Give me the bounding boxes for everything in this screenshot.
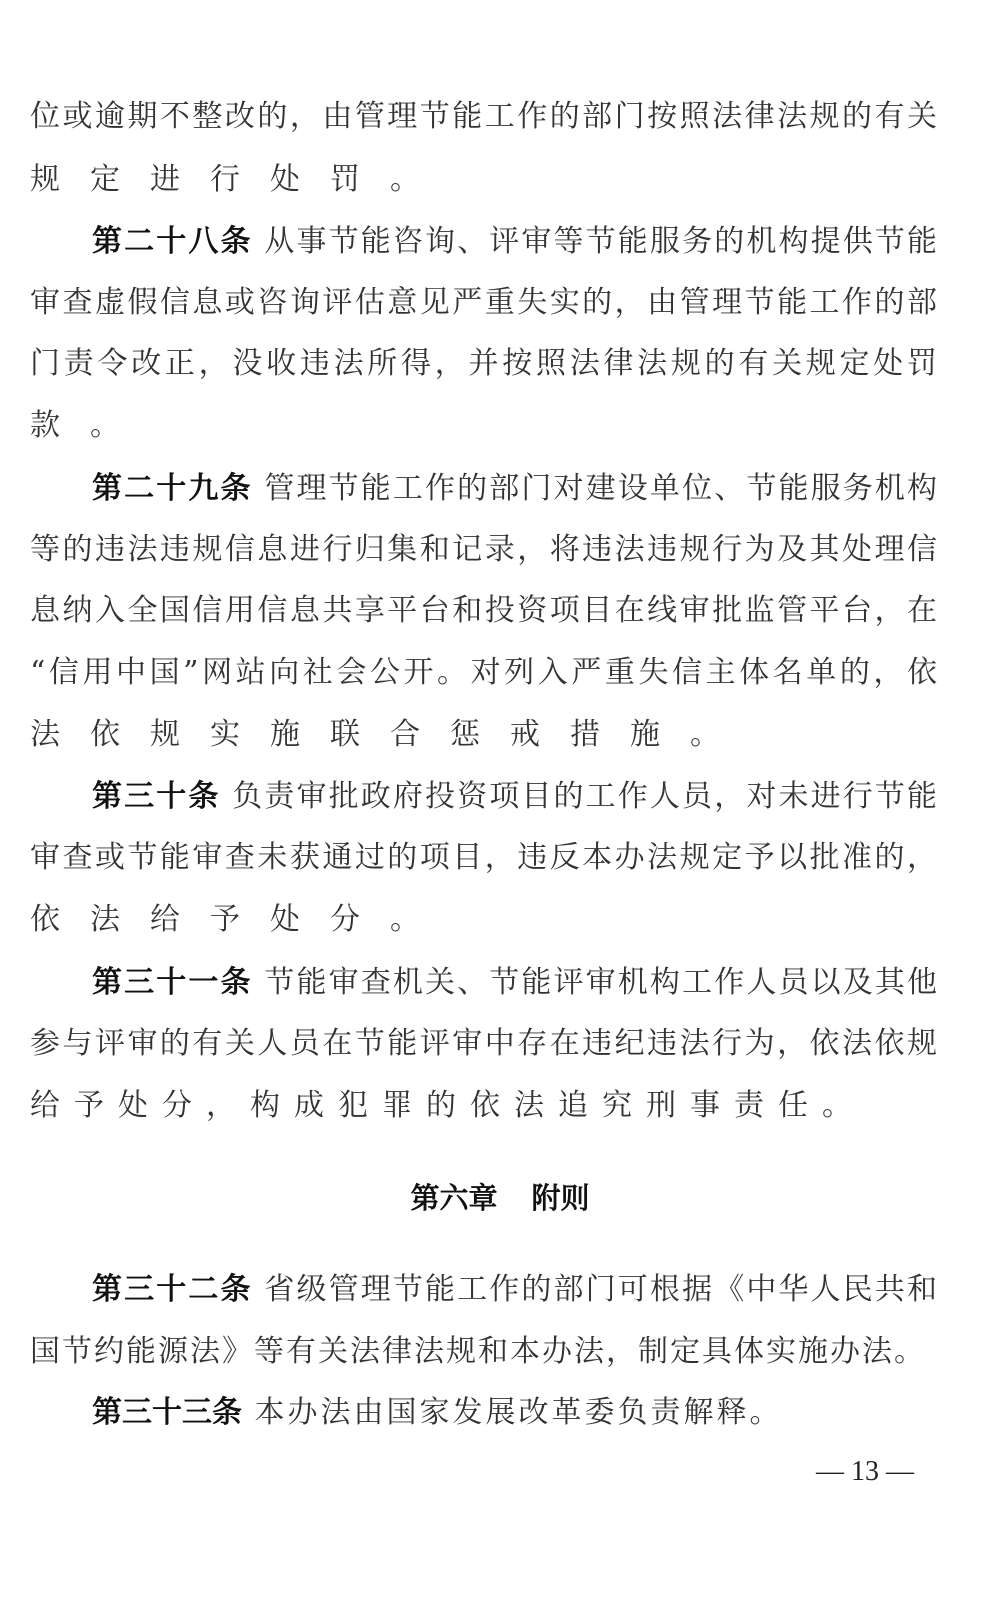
paragraph-line: 法依规实施联合惩戒措施。	[30, 717, 750, 752]
article-label: 第三十一条	[92, 965, 253, 1000]
article-label: 第二十八条	[92, 224, 253, 259]
paragraph-line: 位或逾期不整改的，由管理节能工作的部门按照法律法规的有关	[30, 99, 937, 134]
page-number: — 13 —	[816, 1456, 914, 1487]
article-28-first-line	[92, 222, 937, 262]
chapter-heading	[0, 1178, 1000, 1218]
paragraph-line: 依法给予处分。	[30, 902, 450, 937]
article-32-first-line	[92, 1270, 937, 1310]
chapter-number: 第六章	[410, 1181, 498, 1215]
paragraph-line: 门责令改正，没收违法所得，并按照法律法规的有关规定处罚	[30, 346, 937, 381]
article-text: 从事节能咨询、评审等节能服务的机构提供节能	[264, 224, 937, 259]
article-label: 第三十三条	[92, 1395, 242, 1430]
article-label: 第二十九条	[92, 471, 253, 506]
paragraph-line: 规定进行处罚。	[30, 162, 450, 197]
article-text: 本办法由国家发展改革委负责解释。	[254, 1395, 783, 1430]
article-29-first-line	[92, 469, 937, 509]
article-31-first-line	[92, 963, 937, 1003]
paragraph-line: 给予处分，构成犯罪的依法追究刑事责任。	[30, 1088, 866, 1123]
paragraph-line: 审查或节能审查未获通过的项目，违反本办法规定予以批准的，	[30, 840, 937, 875]
article-text: 节能审查机关、节能评审机构工作人员以及其他	[264, 965, 937, 1000]
article-text: 省级管理节能工作的部门可根据《中华人民共和	[264, 1272, 937, 1307]
article-label: 第三十二条	[92, 1272, 253, 1307]
paragraph-line: 审查虚假信息或咨询评估意见严重失实的，由管理节能工作的部	[30, 285, 937, 320]
paragraph-line: 参与评审的有关人员在节能评审中存在违纪违法行为，依法依规	[30, 1026, 937, 1061]
article-text: 负责审批政府投资项目的工作人员，对未进行节能	[232, 779, 937, 814]
paragraph-line: 款。	[30, 408, 150, 443]
paragraph-line: 国节约能源法》等有关法律法规和本办法，制定具体实施办法。	[30, 1334, 926, 1369]
paragraph-line: 等的违法违规信息进行归集和记录，将违法违规行为及其处理信	[30, 532, 937, 567]
paragraph-line: 息纳入全国信用信息共享平台和投资项目在线审批监管平台，在	[30, 593, 937, 628]
article-33-first-line	[92, 1393, 937, 1433]
article-30-first-line	[92, 777, 937, 817]
article-label: 第三十条	[92, 779, 221, 814]
paragraph-line: “信用中国”网站向社会公开。对列入严重失信主体名单的，依	[30, 655, 937, 690]
article-text: 管理节能工作的部门对建设单位、节能服务机构	[264, 471, 937, 506]
chapter-title: 附则	[531, 1181, 590, 1215]
